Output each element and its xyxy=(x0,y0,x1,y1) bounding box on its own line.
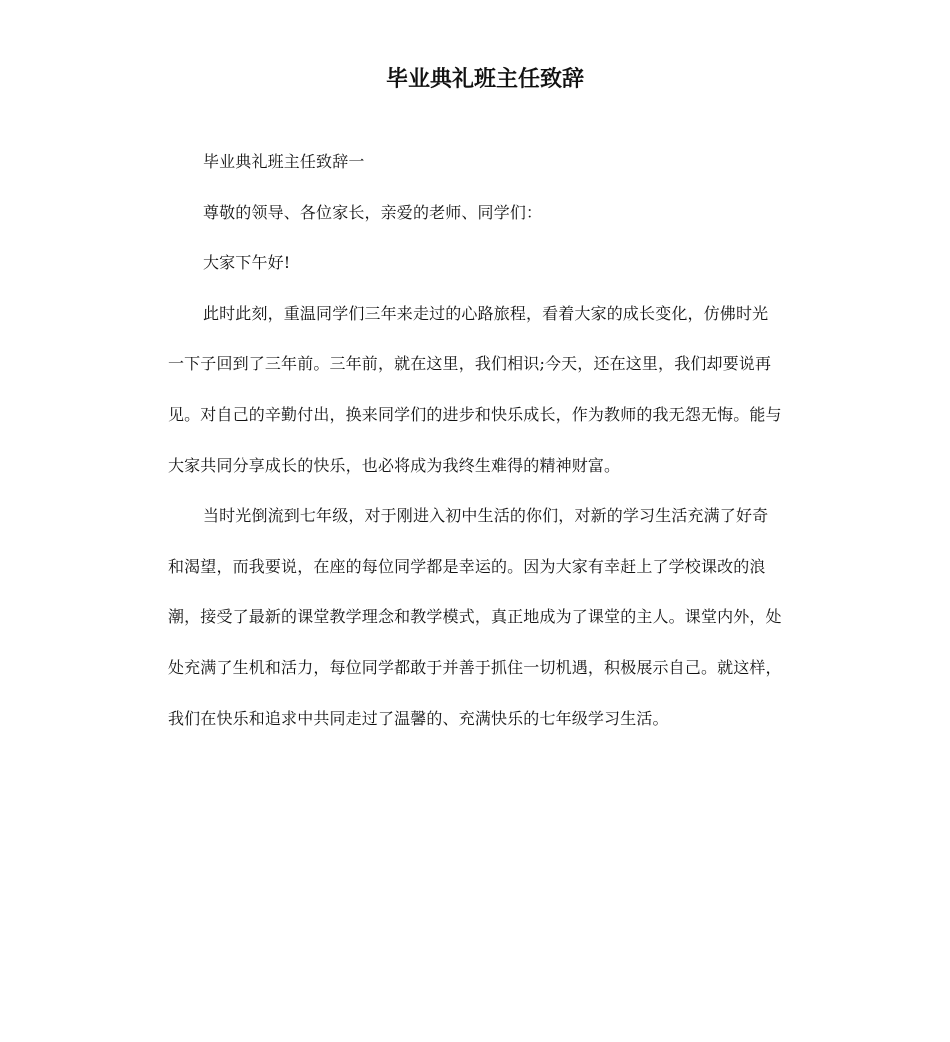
body-paragraph: 此时此刻，重温同学们三年来走过的心路旅程，看着大家的成长变化，仿佛时光一下子回到了三年前。三年前，就在这里，我们相识;今天，还在这里，我们却要说再见。对自己的辛勤付出，换来同学们的进步和快乐成长，作为教师的我无怨无悔。能与大家共同分享成长的快乐，也必将成为我终生难得的精神财富。 xyxy=(168,303,782,475)
document-title: 毕业典礼班主任致辞 xyxy=(385,67,584,92)
body-paragraph: 当时光倒流到七年级，对于刚进入初中生活的你们，对新的学习生活充满了好奇和渴望，而我要说，在座的每位同学都是幸运的。因为大家有幸赶上了学校课改的浪潮，接受了最新的课堂教学理念和教学模式，真正地成为了课堂的主人。课堂内外，处处充满了生机和活力，每位同学都敢于并善于抓住一切机遇，积极展示自己。就这样，我们在快乐和追求中共同走过了温馨的、充满快乐的七年级学习生活。 xyxy=(168,506,782,728)
greeting: 大家下午好! xyxy=(203,253,291,273)
salutation: 尊敬的领导、各位家长，亲爱的老师、同学们： xyxy=(203,202,543,222)
section-heading: 毕业典礼班主任致辞一 xyxy=(203,152,365,171)
document-body xyxy=(168,137,783,744)
